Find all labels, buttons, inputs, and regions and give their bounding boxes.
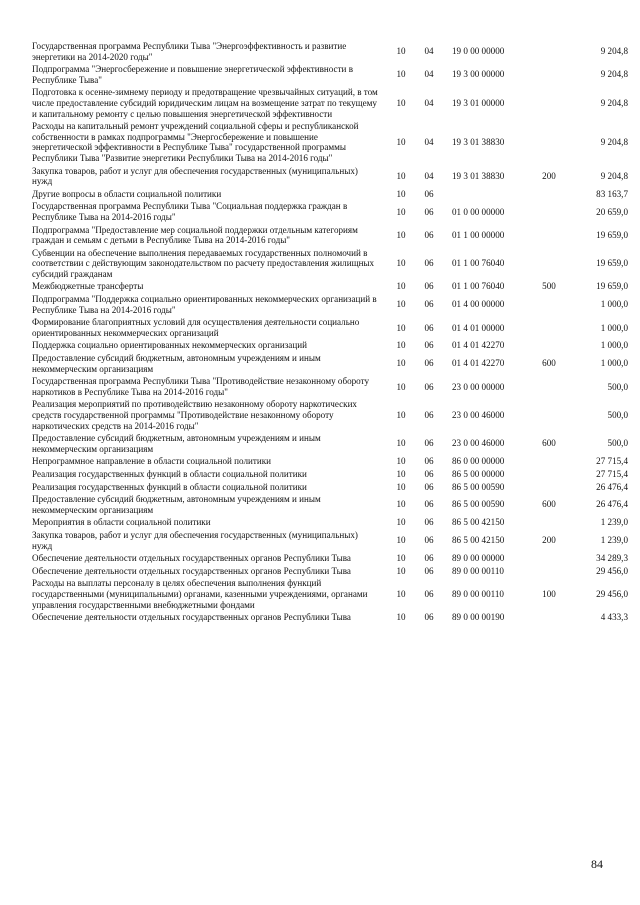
expense-type-cell [534,565,564,578]
row-name-cell: Закупка товаров, работ и услуг для обеспечения государственных (муниципальных) нужд [32,165,358,187]
subsection-code-cell: 06 [424,258,434,269]
amount-cell: 26 476,4 [596,499,628,510]
table-row [32,316,628,339]
section-code-cell: 10 [396,456,406,467]
section-code-cell: 10 [396,229,406,240]
table-row [32,493,628,516]
expense-type-cell [534,316,564,339]
expense-type-cell: 200 [542,535,556,546]
expense-type-cell: 600 [542,438,556,449]
target-article-cell: 89 0 00 00110 [452,565,504,576]
expense-type-cell: 500 [542,281,556,292]
table-row [32,224,628,247]
row-name-cell: Реализация государственных функций в области социальной политики [32,468,307,479]
target-article-cell: 01 4 01 00000 [452,322,505,333]
subsection-code-cell: 04 [424,69,434,80]
subsection-code-cell: 06 [424,481,434,492]
subsection-code-cell: 06 [424,410,434,420]
row-name-cell: Предоставление субсидий бюджетным, автономным учреждениям и иным некоммерческим организациям [32,353,321,374]
expense-type-cell [534,86,564,120]
target-article-cell: 01 4 00 00000 [452,299,505,310]
section-code-cell: 10 [396,170,406,181]
row-name-cell: Подготовка к осенне-зимнему периоду и предотвращение чрезвычайных ситуаций, в том числе предоставление субсидий юридическим лицам на возмещение затрат по текущему и капитальному ремонту с целью повышения энергетической эффективности [32,87,378,119]
target-article-cell: 86 5 00 00590 [452,499,505,510]
table-row [32,200,628,223]
row-name-cell: Мероприятия в области социальной политики [32,517,211,528]
target-article-cell: 89 0 00 00110 [452,588,504,599]
table-row [32,293,628,316]
expense-type-cell: 600 [542,499,556,510]
amount-cell: 9 204,8 [600,46,628,57]
target-article-cell: 01 1 00 76040 [452,258,505,269]
row-name-cell: Расходы на капитальный ремонт учреждений социальной сферы и республиканской собственности в рамках подпрограммы "Энергосбережение и повышение энергетической эффективности в Республике Тыва" государственной программы Республики Тыва "Развитие энергетики Республики Тыва на 2014-2016 годы" [32,121,359,163]
row-name-cell: Поддержка социально ориентированных некоммерческих организаций [32,340,307,351]
amount-cell: 9 204,8 [600,170,628,181]
table-row [32,611,628,624]
subsection-code-cell: 06 [424,299,434,310]
section-code-cell: 10 [396,299,406,310]
subsection-code-cell: 06 [424,322,434,333]
section-code-cell: 10 [396,535,406,546]
table-row [32,516,628,529]
budget-table [32,40,628,624]
amount-cell: 4 433,3 [600,612,628,623]
page-number: 84 [591,857,603,871]
target-article-cell: 23 0 00 46000 [452,410,505,420]
row-name-cell: Непрограммное направление в области социальной политики [32,456,271,467]
amount-cell: 1 000,0 [600,340,628,351]
expense-type-cell: 600 [542,358,556,369]
amount-cell: 9 204,8 [600,97,628,108]
amount-cell: 26 476,4 [596,481,628,492]
table-row [32,247,628,281]
section-code-cell: 10 [396,381,406,392]
amount-cell: 500,0 [607,381,628,392]
row-name-cell: Другие вопросы в области социальной политики [32,188,222,199]
target-article-cell: 19 3 01 00000 [452,97,505,108]
amount-cell: 19 659,0 [596,229,628,240]
target-article-cell: 86 5 00 42150 [452,535,505,546]
section-code-cell: 10 [396,258,406,269]
subsection-code-cell: 06 [424,535,434,546]
table-row [32,375,628,398]
expense-type-cell [534,339,564,352]
table-row [32,455,628,468]
table-row [32,120,628,164]
amount-cell: 27 715,4 [596,468,628,479]
expense-type-cell: 100 [542,588,556,599]
table-row [32,552,628,565]
subsection-code-cell: 04 [424,97,434,108]
section-code-cell: 10 [396,206,406,217]
section-code-cell: 10 [396,358,406,369]
amount-cell: 1 239,0 [600,535,628,546]
expense-type-cell: 200 [542,170,556,181]
subsection-code-cell: 06 [424,358,434,369]
subsection-code-cell: 06 [424,565,434,576]
expense-type-cell [534,375,564,398]
section-code-cell: 10 [396,588,406,599]
subsection-code-cell: 06 [424,340,434,351]
subsection-code-cell: 06 [424,456,434,467]
expense-type-cell [534,224,564,247]
subsection-code-cell: 06 [424,206,434,217]
row-name-cell: Подпрограмма "Поддержка социально ориентированных некоммерческих организаций в Республике Тыва на 2014-2016 годы" [32,294,377,315]
row-name-cell: Реализация мероприятий по противодействию незаконному обороту наркотических средств государственной программы "Противодействие незаконному обороту наркотических средств на 2014-2016 годы" [32,399,357,431]
table-row [32,468,628,481]
amount-cell: 29 456,0 [596,565,628,576]
row-name-cell: Межбюджетные трансферты [32,281,144,292]
table-row [32,339,628,352]
target-article-cell: 86 5 00 42150 [452,517,505,528]
row-name-cell: Предоставление субсидий бюджетным, автономным учреждениям и иным некоммерческим организациям [32,433,321,454]
row-name-cell: Государственная программа Республики Тыва "Социальная поддержка граждан в Республике Тыва на 2014-2016 годы" [32,201,348,222]
row-name-cell: Закупка товаров, работ и услуг для обеспечения государственных (муниципальных) нужд [32,529,358,551]
section-code-cell: 10 [396,281,406,292]
budget-table-body [32,40,628,624]
target-article-cell: 19 3 01 38830 [452,137,505,148]
table-row [32,398,628,432]
target-article-cell: 89 0 00 00190 [452,612,505,623]
section-code-cell: 10 [396,410,406,420]
amount-cell: 1 000,0 [600,358,628,369]
expense-type-cell [534,468,564,481]
table-row [32,529,628,552]
subsection-code-cell: 06 [424,553,434,564]
table-row [32,63,628,86]
subsection-code-cell: 06 [424,381,434,392]
table-row [32,86,628,120]
expense-type-cell [534,188,564,201]
subsection-code-cell: 06 [424,612,434,623]
amount-cell: 500,0 [607,410,628,420]
row-name-cell: Обеспечение деятельности отдельных государственных органов Республики Тыва [32,612,351,623]
subsection-code-cell: 04 [424,46,434,57]
table-row [32,280,628,293]
target-article-cell: 89 0 00 00000 [452,553,505,564]
target-article-cell: 19 0 00 00000 [452,46,505,57]
amount-cell: 19 659,0 [596,258,628,269]
amount-cell: 500,0 [607,438,628,449]
table-row [32,352,628,375]
subsection-code-cell: 06 [424,588,434,599]
subsection-code-cell: 06 [424,438,434,449]
row-name-cell: Формирование благоприятных условий для осуществления деятельности социально ориентированных некоммерческих организаций [32,317,360,338]
amount-cell: 1 000,0 [600,322,628,333]
section-code-cell: 10 [396,499,406,510]
target-article-cell: 01 4 01 42270 [452,340,505,351]
expense-type-cell [534,398,564,432]
section-code-cell: 10 [396,69,406,80]
expense-type-cell [534,63,564,86]
row-name-cell: Государственная программа Республики Тыва "Энергоэффективность и развитие энергетики на 2014-2020 годы" [32,41,347,62]
subsection-code-cell: 06 [424,229,434,240]
row-name-cell: Предоставление субсидий бюджетным, автономным учреждениям и иным некоммерческим организациям [32,494,321,515]
section-code-cell: 10 [396,340,406,351]
section-code-cell: 10 [396,517,406,528]
section-code-cell: 10 [396,97,406,108]
table-row [32,40,628,63]
target-article-cell: 19 3 01 38830 [452,170,505,181]
expense-type-cell [534,40,564,63]
section-code-cell: 10 [396,565,406,576]
subsection-code-cell: 04 [424,137,434,148]
row-name-cell: Расходы на выплаты персоналу в целях обеспечения выполнения функций государственными (муниципальными) органами, казенными учреждениями, органами управления государственными внебюджетными фондами [32,578,368,610]
amount-cell: 1 239,0 [600,517,628,528]
amount-cell: 20 659,0 [596,206,628,217]
expense-type-cell [534,516,564,529]
target-article-cell: 86 0 00 00000 [452,456,505,467]
section-code-cell: 10 [396,137,406,148]
expense-type-cell [534,552,564,565]
section-code-cell: 10 [396,481,406,492]
table-row [32,577,628,611]
table-row [32,565,628,578]
section-code-cell: 10 [396,188,406,199]
row-name-cell: Реализация государственных функций в области социальной политики [32,481,307,492]
amount-cell: 9 204,8 [600,137,628,148]
amount-cell: 19 659,0 [596,281,628,292]
section-code-cell: 10 [396,438,406,449]
expense-type-cell [534,611,564,624]
table-row [32,432,628,455]
amount-cell: 29 456,0 [596,588,628,599]
section-code-cell: 10 [396,322,406,333]
subsection-code-cell: 06 [424,281,434,292]
target-article-cell [442,188,534,201]
row-name-cell: Субвенции на обеспечение выполнения передаваемых государственных полномочий в соответствии с действующим законодательством по расчету предоставления жилищных субсидий гражданам [32,247,375,279]
table-row [32,481,628,494]
expense-type-cell [534,455,564,468]
expense-type-cell [534,200,564,223]
row-name-cell: Обеспечение деятельности отдельных государственных органов Республики Тыва [32,565,351,576]
target-article-cell: 86 5 00 00000 [452,468,505,479]
table-row [32,165,628,188]
target-article-cell: 86 5 00 00590 [452,481,505,492]
expense-type-cell [534,247,564,281]
section-code-cell: 10 [396,553,406,564]
expense-type-cell [534,120,564,164]
row-name-cell: Обеспечение деятельности отдельных государственных органов Республики Тыва [32,553,351,564]
subsection-code-cell: 04 [424,170,434,181]
amount-cell: 27 715,4 [596,456,628,467]
amount-cell: 83 163,7 [596,188,628,199]
section-code-cell: 10 [396,46,406,57]
target-article-cell: 01 1 00 00000 [452,229,505,240]
target-article-cell: 01 1 00 76040 [452,281,505,292]
target-article-cell: 19 3 00 00000 [452,69,505,80]
subsection-code-cell: 06 [424,517,434,528]
target-article-cell: 23 0 00 00000 [452,381,505,392]
subsection-code-cell: 06 [424,188,434,199]
amount-cell: 1 000,0 [600,299,628,310]
target-article-cell: 01 4 01 42270 [452,358,505,369]
row-name-cell: Государственная программа Республики Тыва "Противодействие незаконному обороту наркотиков в Республике Тыва на 2014-2016 годы" [32,376,370,397]
expense-type-cell [534,293,564,316]
amount-cell: 34 289,3 [596,553,628,564]
section-code-cell: 10 [396,612,406,623]
table-row [32,188,628,201]
target-article-cell: 01 0 00 00000 [452,206,505,217]
section-code-cell: 10 [396,468,406,479]
row-name-cell: Подпрограмма "Предоставление мер социальной поддержки отдельным категориям граждан и семьям с детьми в Республике Тыва на 2014-2016 годы" [32,224,358,246]
expense-type-cell [534,481,564,494]
target-article-cell: 23 0 00 46000 [452,438,505,449]
row-name-cell: Подпрограмма "Энергосбережение и повышение энергетической эффективности в Республике Тыва" [32,64,353,85]
subsection-code-cell: 06 [424,499,434,510]
subsection-code-cell: 06 [424,468,434,479]
amount-cell: 9 204,8 [600,69,628,80]
